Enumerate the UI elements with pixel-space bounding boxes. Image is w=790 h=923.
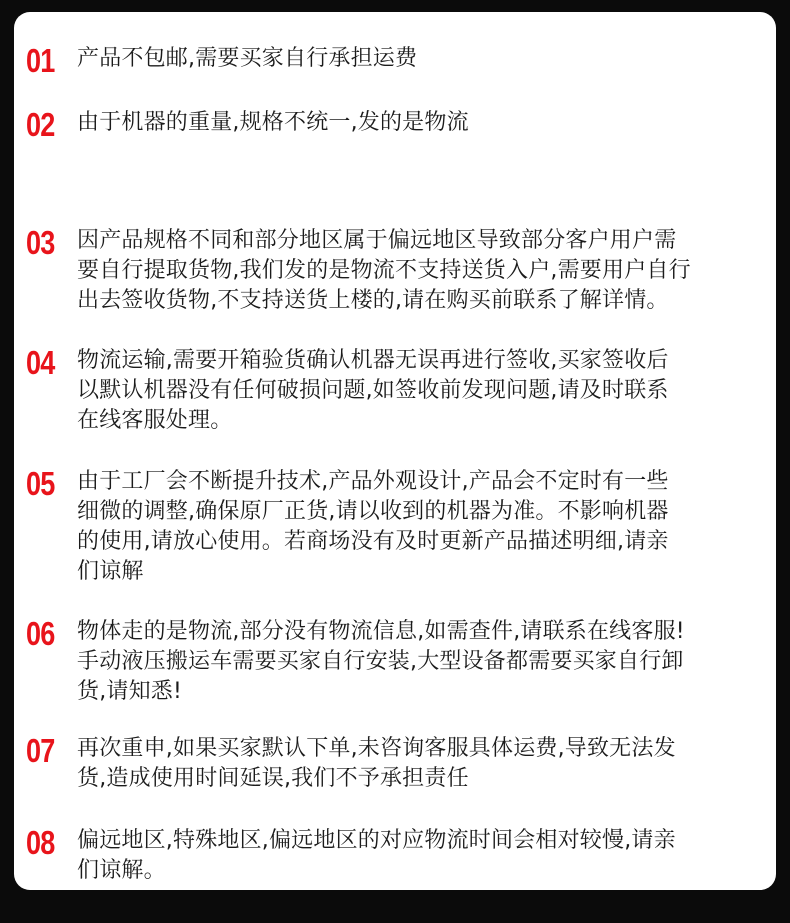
notice-text: 由于机器的重量,规格不统一,发的是物流	[77, 110, 469, 135]
notice-text: 因产品规格不同和部分地区属于偏远地区导致部分客户用户需 要自行提取货物,我们发的是物流不支持送货入户,需要用户自行 出去签收货物,不支持送货上楼的,请在购买前联系了解详情。	[77, 228, 691, 313]
notice-text: 由于工厂会不断提升技术,产品外观设计,产品会不定时有一些 细微的调整,确保原厂正货,请以收到的机器为准。不影响机器 的使用,请放心使用。若商场没有及时更新产品描述明细,请亲 们谅解	[77, 469, 669, 584]
notice-text: 再次重申,如果买家默认下单,未咨询客服具体运费,导致无法发 货,造成使用时间延误,我们不予承担责任	[77, 736, 676, 791]
notice-number: 07	[26, 732, 55, 769]
notice-card	[14, 12, 776, 890]
notice-text: 偏远地区,特殊地区,偏远地区的对应物流时间会相对较慢,请亲 们谅解。	[77, 828, 676, 883]
notice-number: 06	[26, 615, 55, 652]
notice-number: 01	[26, 42, 55, 79]
notice-number: 03	[26, 224, 55, 261]
notice-text: 物体走的是物流,部分没有物流信息,如需查件,请联系在线客服! 手动液压搬运车需要买家自行安装,大型设备都需要买家自行卸 货,请知悉!	[77, 619, 685, 704]
notice-number: 04	[26, 344, 55, 381]
notice-number: 08	[26, 824, 55, 861]
notice-number: 02	[26, 106, 55, 143]
notice-text: 物流运输,需要开箱验货确认机器无误再进行签收,买家签收后 以默认机器没有任何破损问题,如签收前发现问题,请及时联系 在线客服处理。	[77, 348, 669, 433]
notice-number: 05	[26, 465, 55, 502]
notice-text: 产品不包邮,需要买家自行承担运费	[77, 46, 418, 71]
